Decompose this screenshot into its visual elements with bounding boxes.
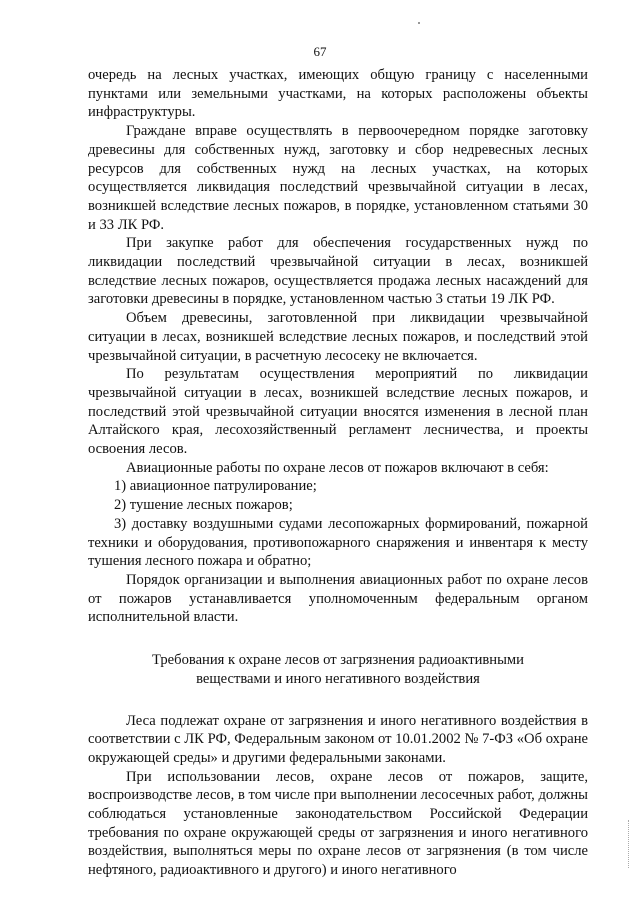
paragraph-forest-plan-changes: По результатам осуществления мероприятий по ликвидации чрезвычайной ситуации в лесах, возникшей вследствие лесных пожаров, и последствий этой чрезвычайной ситуации вносятся изменения в лесной план Алтайского края, лесохозяйственный регламент лесничества, и проекты освоения лесов. (88, 366, 588, 458)
paragraph-aviation-intro: Авиационные работы по охране лесов от пожаров включают в себя: (126, 459, 549, 476)
scan-margin-mark (628, 820, 631, 868)
list-item-firefighting: 2) тушение лесных пожаров; (114, 497, 293, 514)
paragraph-protection-from-pollution: Леса подлежат охране от загрязнения и иного негативного воздействия в соответствии с ЛК РФ, Федеральным законом от 10.01.2002 № 7-ФЗ «Об охране окружающей среды» и другими федеральными законами. (88, 712, 588, 766)
section-heading-line: Требования к охране лесов от загрязнения радиоактивными (152, 652, 524, 669)
document-body (88, 66, 588, 880)
paragraph-wood-volume: Объем древесины, заготовленной при ликвидации чрезвычайной ситуации в лесах, возникшей вследствие лесных пожаров, и последствий этой чрезвычайной ситуации, в расчетную лесосеку не включается. (88, 310, 588, 364)
paragraph-aviation-order: Порядок организации и выполнения авиационных работ по охране лесов от пожаров устанавливается уполномоченным федеральным органом исполнительной власти. (88, 571, 588, 626)
section-heading-line: веществами и иного негативного воздействия (196, 670, 480, 687)
paragraph-citizens-harvesting: Граждане вправе осуществлять в первоочередном порядке заготовку древесины для собственных нужд, заготовку и сбор недревесных лесных ресурсов для собственных нужд на лесных участках, на которых осуществляется ликвидация последствий чрезвычайной ситуации в лесах, возникшей вследствие лесных пожаров, в порядке, установленном статьями 30 и 33 ЛК РФ. (88, 123, 588, 233)
paragraph-infrastructure-continuation: очередь на лесных участках, имеющих общую границу с населенными пунктами или земельными участками, на которых расположены объекты инфраструктуры. (88, 67, 588, 121)
list-item-patrol: 1) авиационное патрулирование; (114, 478, 317, 495)
paragraph-environmental-requirements: При использовании лесов, охране лесов от пожаров, защите, воспроизводстве лесов, в том числе при выполнении лесосечных работ, должны соблюдаться установленные законодательством Российской Федерации требования по охране окружающей среды от загрязнения и иного негативного воздействия, выполняться меры по охране лесов от загрязнения (в том числе нефтяного, радиоактивного и другого) и иного негативного (88, 768, 588, 879)
section-heading (88, 651, 588, 688)
paragraph-state-procurement: При закупке работ для обеспечения государственных нужд по ликвидации последствий чрезвычайной ситуации в лесах, возникшей вследствие лесных пожаров, осуществляется продажа лесных насаждений для заготовки древесины в порядке, установленном частью 3 статьи 19 ЛК РФ. (88, 235, 588, 308)
list-item-delivery: 3) доставку воздушными судами лесопожарных формирований, пожарной техники и оборудования, противопожарного снаряжения и инвентаря к месту тушения лесного пожара и обратно; (88, 515, 588, 570)
page-number: 67 (313, 44, 327, 59)
scan-speck (418, 22, 420, 24)
